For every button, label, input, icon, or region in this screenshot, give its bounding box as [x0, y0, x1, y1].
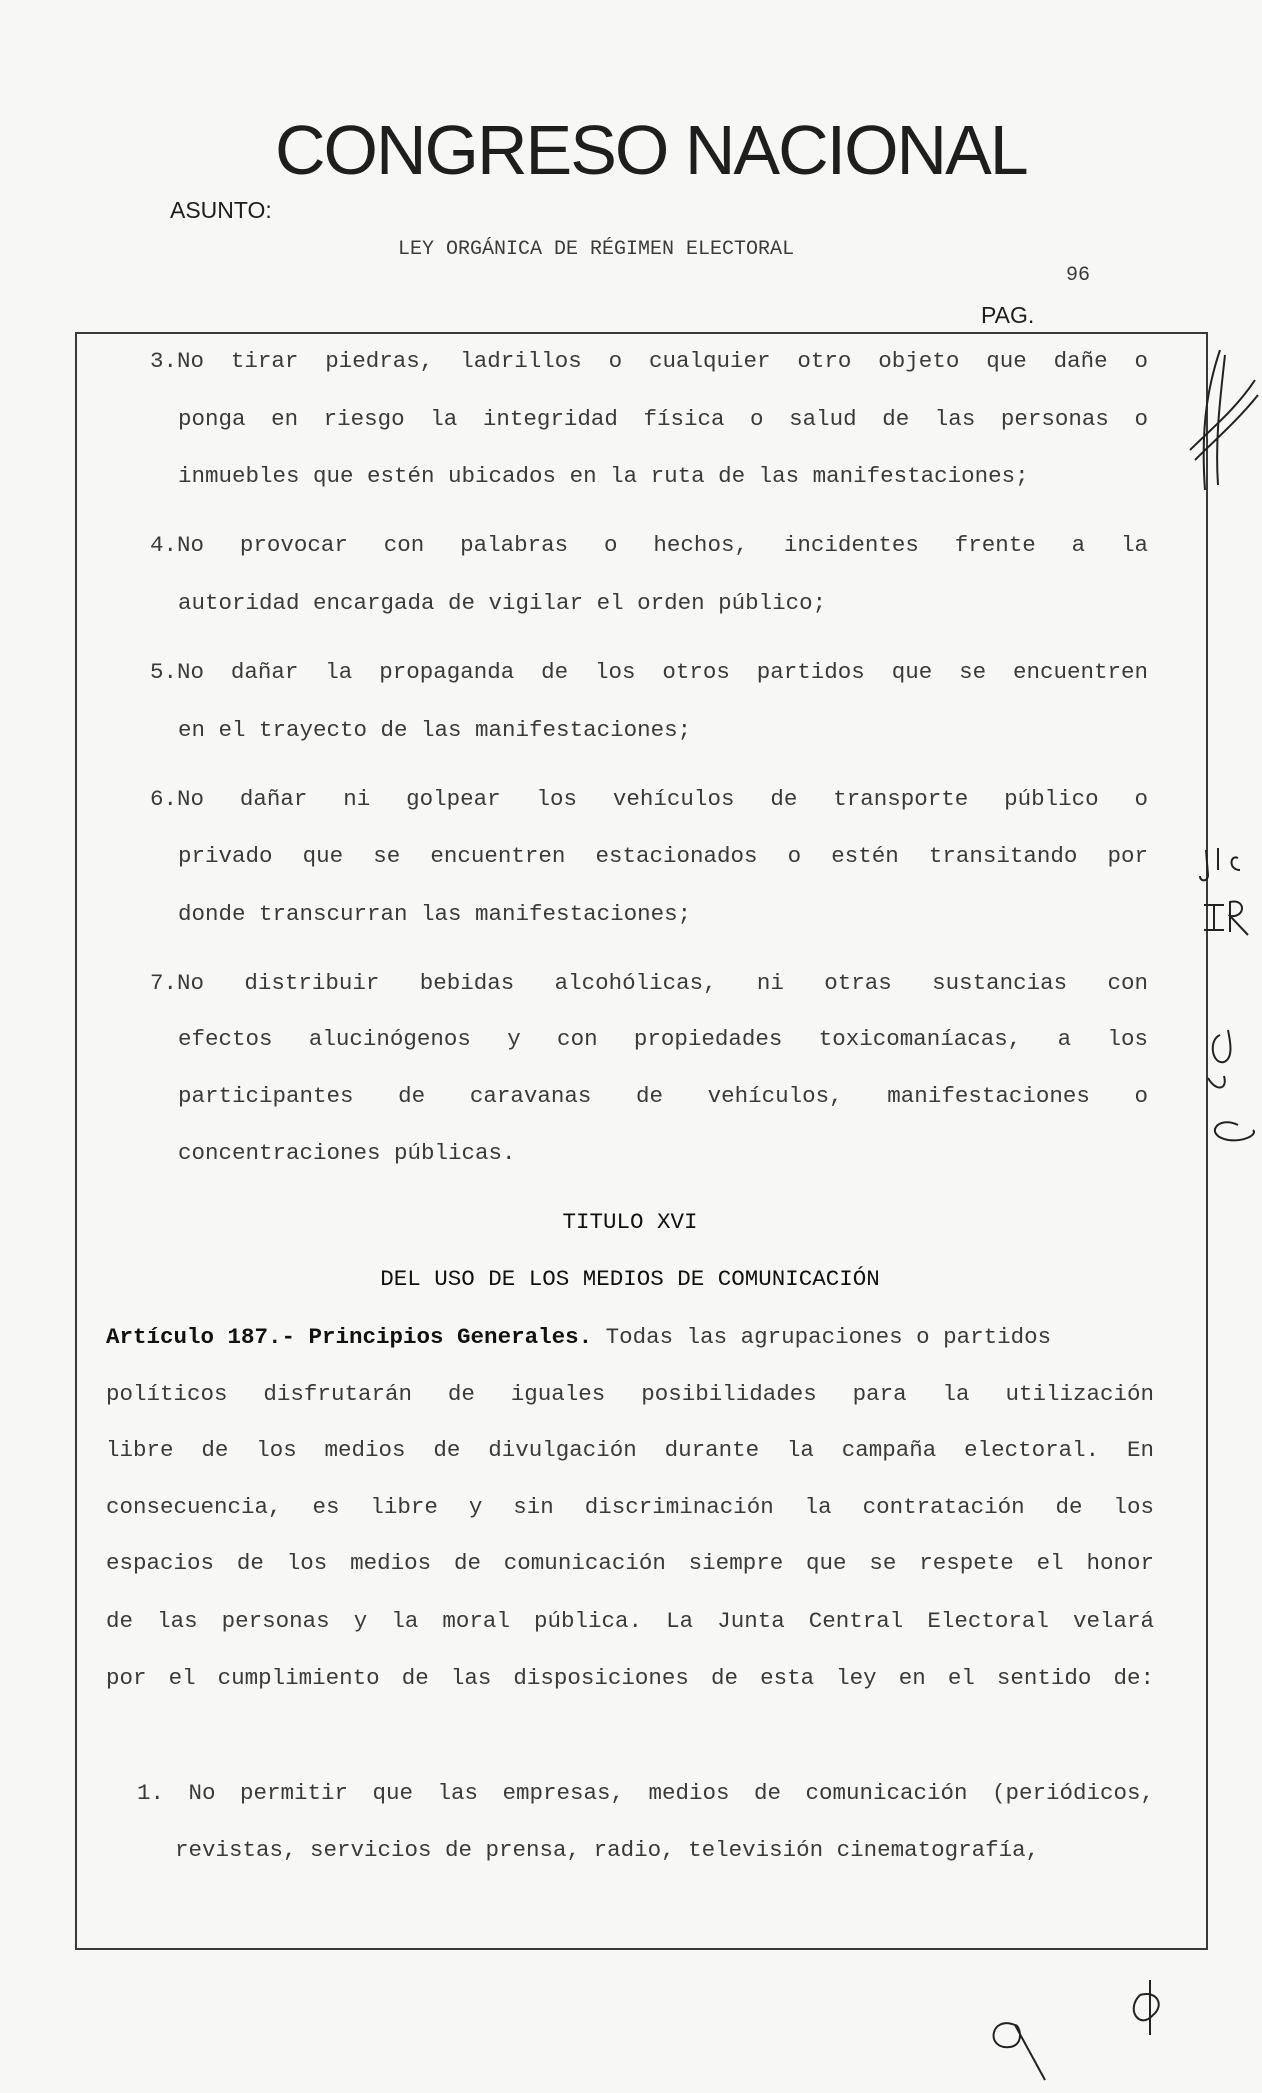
article-187-line4: consecuencia, es libre y sin discriminación la contratación de los: [106, 1494, 1154, 1520]
article-187-line2: políticos disfrutarán de iguales posibilidades para la utilización: [106, 1381, 1154, 1407]
handwritten-initials-margin: [1198, 840, 1262, 1170]
page-number: 96: [1066, 264, 1091, 287]
item7-line2: efectos alucinógenos y con propiedades toxicomaníacas, a los: [178, 1026, 1148, 1052]
item5-line1: 5.No dañar la propaganda de los otros partidos que se encuentren: [150, 659, 1148, 685]
asunto-label: ASUNTO:: [170, 197, 272, 223]
article-187-line6: de las personas y la moral pública. La Junta Central Electoral velará: [106, 1608, 1154, 1634]
article-187-first-text: Todas las agrupaciones o partidos: [605, 1324, 1052, 1350]
item3-line1: 3.No tirar piedras, ladrillos o cualquier otro objeto que dañe o: [150, 348, 1148, 374]
chapter-heading: DEL USO DE LOS MEDIOS DE COMUNICACIÓN: [380, 1266, 880, 1292]
title-heading: TITULO XVI: [562, 1209, 698, 1235]
item4-line2: autoridad encargada de vigilar el orden público;: [178, 590, 827, 616]
item6-line3: donde transcurran las manifestaciones;: [178, 901, 692, 927]
item7-line4: concentraciones públicas.: [178, 1140, 516, 1166]
item6-line2: privado que se encuentren estacionados o estén transitando por: [178, 843, 1148, 869]
item5-line2: en el trayecto de las manifestaciones;: [178, 717, 692, 743]
article-187-line5: espacios de los medios de comunicación siempre que se respete el honor: [106, 1550, 1154, 1576]
item7-line3: participantes de caravanas de vehículos, manifestaciones o: [178, 1083, 1148, 1109]
subject-line: LEY ORGÁNICA DE RÉGIMEN ELECTORAL: [398, 238, 795, 261]
item3-line2: ponga en riesgo la integridad física o salud de las personas o: [178, 406, 1148, 432]
item6-line1: 6.No dañar ni golpear los vehículos de transporte público o: [150, 786, 1148, 812]
item4-line1: 4.No provocar con palabras o hechos, incidentes frente a la: [150, 532, 1148, 558]
congress-title: CONGRESO NACIONAL: [275, 111, 1027, 189]
article-187-line7: por el cumplimiento de las disposiciones de esta ley en el sentido de:: [106, 1665, 1154, 1691]
article-187-first-line: [106, 1324, 1154, 1350]
handwritten-signature-mark: [1180, 340, 1260, 500]
item3-line3: inmuebles que estén ubicados en la ruta de las manifestaciones;: [178, 463, 1029, 489]
page-label: PAG.: [981, 302, 1035, 328]
list-item1-line2: revistas, servicios de prensa, radio, televisión cinematografía,: [175, 1837, 1040, 1863]
item7-line1: 7.No distribuir bebidas alcohólicas, ni otras sustancias con: [150, 970, 1148, 996]
article-187-line3: libre de los medios de divulgación durante la campaña electoral. En: [106, 1437, 1154, 1463]
list-item1-line1: 1. No permitir que las empresas, medios de comunicación (periódicos,: [137, 1780, 1154, 1806]
handwritten-page-marks: [975, 1975, 1185, 2090]
article-187-label: Artículo 187.- Principios Generales.: [106, 1324, 593, 1350]
